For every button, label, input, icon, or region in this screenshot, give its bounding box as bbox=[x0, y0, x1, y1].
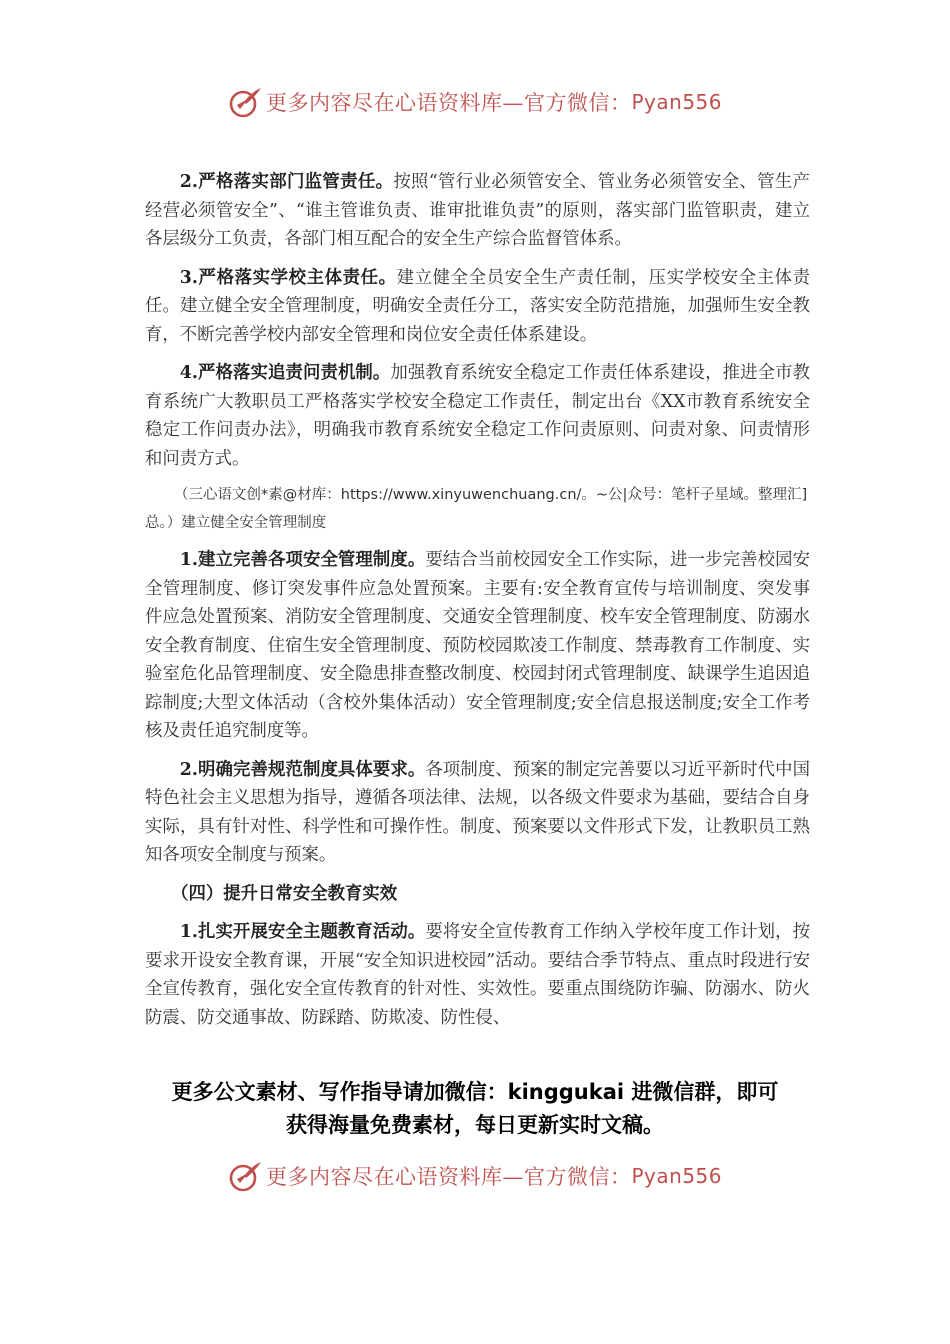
paragraph bbox=[145, 918, 810, 1032]
paragraph-body: 建立健全全员安全生产责任制，压实学校安全主体责任。建立健全安全管理制度，明确安全责任分工，落实安全防范措施，加强师生安全教育，不断完善学校内部安全管理和岗位安全责任体系建设。 bbox=[145, 267, 810, 345]
source-note: （三心语文创*素@材库：https://www.xinyuwenchuang.cn/。~公|众号：笔杆子星域。整理汇]总。）建立健全安全管理制度 bbox=[145, 487, 808, 531]
paragraph-lead: 4.严格落实追责问责机制。 bbox=[179, 363, 391, 383]
paragraph-body: 要将安全宣传教育工作纳入学校年度工作计划，按要求开设安全教育课，开展“安全知识进校园”活动。要结合季节特点、重点时段进行安全宣传教育，强化安全宣传教育的针对性、实效性。要重点围绕防诈骗、防溺水、防火防震、防交通事故、防踩踏、防欺凌、防性侵、 bbox=[145, 922, 810, 1028]
footer-banner bbox=[0, 1156, 950, 1196]
header-banner bbox=[0, 82, 950, 122]
promo-line-2: 获得海量免费素材，每日更新实时文稿。 bbox=[286, 1113, 664, 1137]
banner-text: 更多内容尽在心语资料库—官方微信： bbox=[265, 91, 632, 115]
paragraph bbox=[145, 264, 810, 350]
quill-logo-icon bbox=[228, 85, 262, 119]
paragraph-lead: 1.建立完善各项安全管理制度。 bbox=[179, 550, 426, 570]
banner-text: 更多内容尽在心语资料库—官方微信： bbox=[265, 1165, 632, 1189]
document-body bbox=[145, 168, 810, 1042]
paragraph-lead: 2.明确完善规范制度具体要求。 bbox=[179, 759, 426, 780]
paragraph bbox=[145, 359, 810, 473]
section-heading: （四）提升日常安全教育实效 bbox=[171, 883, 398, 904]
paragraph-lead: 3.严格落实学校主体责任。 bbox=[179, 267, 397, 288]
promo-block bbox=[120, 1076, 830, 1142]
paragraph bbox=[145, 168, 810, 254]
paragraph-body: 按照“管行业必须管安全、管业务必须管安全、管生产经营必须管安全”、“谁主管谁负责、谁审批谁负责”的原则，落实部门监管职责，建立各层级分工负责，各部门相互配合的安全生产综合监督管体系。 bbox=[145, 172, 810, 249]
paragraph-lead: 2.严格落实部门监管责任。 bbox=[179, 172, 394, 192]
quill-logo-icon bbox=[228, 1159, 262, 1193]
banner-wechat-id: Pyan556 bbox=[631, 90, 722, 114]
paragraph bbox=[145, 546, 810, 746]
banner-wechat-id: Pyan556 bbox=[631, 1164, 722, 1188]
paragraph-body: 要结合当前校园安全工作实际，进一步完善校园安全管理制度、修订突发事件应急处置预案。主要有:安全教育宣传与培训制度、突发事件应急处置预案、消防安全管理制度、交通安全管理制度、校车安全管理制度、防溺水安全教育制度、住宿生安全管理制度、预防校园欺凌工作制度、禁毒教育工作制度、实验室危化品管理制度、安全隐患排查整改制度、校园封闭式管理制度、缺课学生追因追踪制度;大型文体活动（含校外集体活动）安全管理制度;安全信息报送制度;安全工作考核及责任追究制度等。 bbox=[145, 550, 810, 741]
paragraph bbox=[145, 756, 810, 870]
paragraph-body: 各项制度、预案的制定完善要以习近平新时代中国特色社会主义思想为指导，遵循各项法律、法规，以各级文件要求为基础，要结合自身实际，具有针对性、科学性和可操作性。制度、预案要以文件形式下发，让教职员工熟知各项安全制度与预案。 bbox=[145, 759, 810, 865]
paragraph-lead: 1.扎实开展安全主题教育活动。 bbox=[179, 922, 426, 942]
paragraph-body: 加强教育系统安全稳定工作责任体系建设，推进全市教育系统广大教职员工严格落实学校安全稳定工作责任，制定出台《XX市教育系统安全稳定工作问责办法》，明确我市教育系统安全稳定工作问责原则、问责对象、问责情形和问责方式。 bbox=[145, 363, 810, 469]
promo-line-1: 更多公文素材、写作指导请加微信：kinggukai 进微信群，即可 bbox=[171, 1080, 779, 1104]
